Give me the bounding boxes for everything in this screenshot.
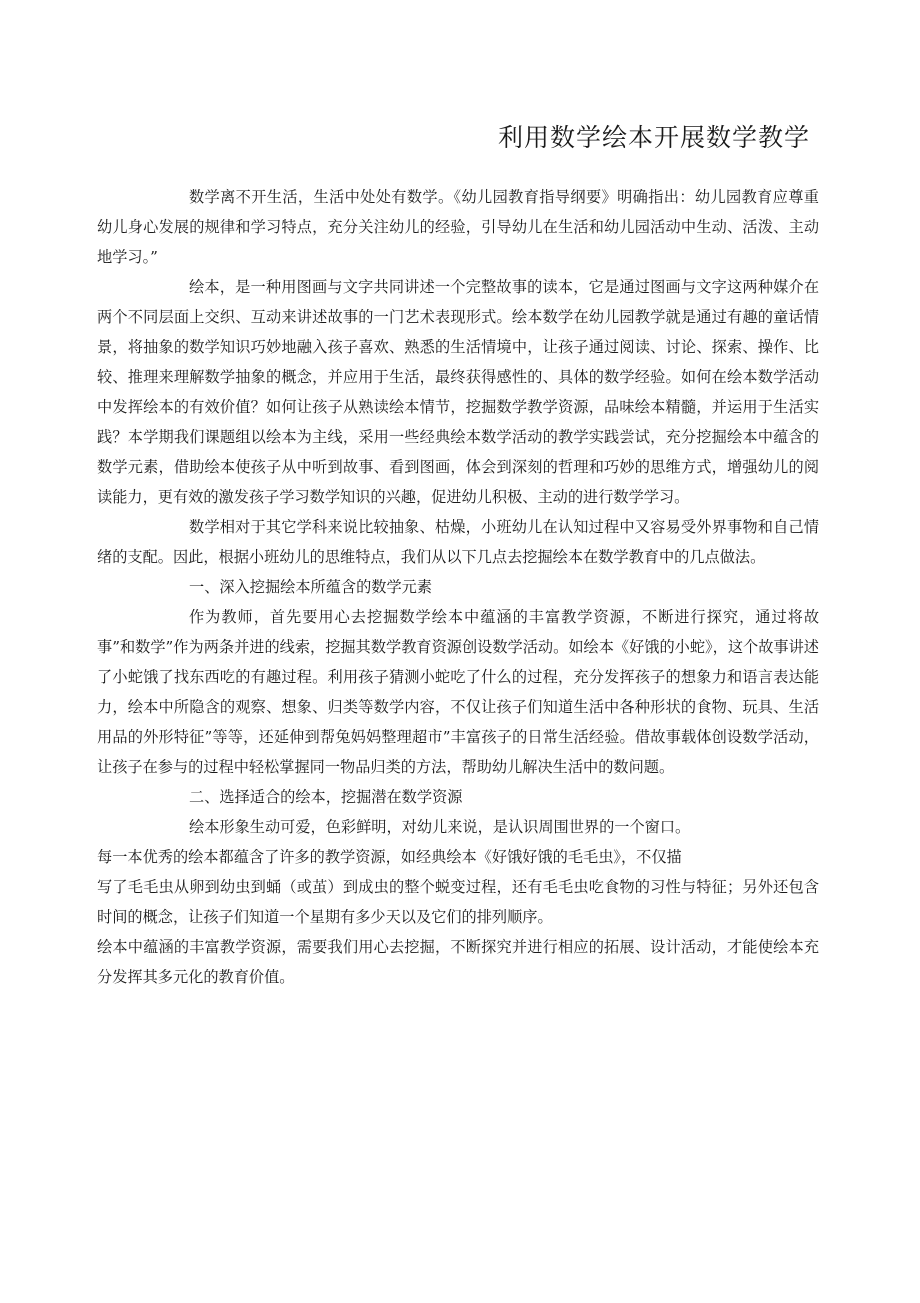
paragraph: 作为教师，首先要用心去挖掘数学绘本中蕴涵的丰富教学资源，不断进行探究，通过将故事”和数学”作为两条并进的线索，挖掘其数学教育资源创设数学活动。如绘本《好饿的小蛇》，这个故事讲述了小蛇饿了找东西吃的有趣过程。利用孩子猜测小蛇吃了什么的过程，充分发挥孩子的想象力和语言表达能力，绘本中所隐含的观察、想象、归类等数学内容，不仅让孩子们知道生活中各种形状的食物、玩具、生活用品的外形特征”等等，还延伸到帮兔妈妈整理超市”丰富孩子的日常生活经验。借故事载体创设数学活动，让孩子在参与的过程中轻松掌握同一物品归类的方法，帮助幼儿解决生活中的数问题。 xyxy=(97,608,819,776)
paragraph: 绘本形象生动可爱，色彩鲜明，对幼儿来说，是认识周围世界的一个窗口。 xyxy=(189,818,691,836)
paragraph: 绘本，是一种用图画与文字共同讲述一个完整故事的读本，它是通过图画与文字这两种媒介在两个不同层面上交织、互动来讲述故事的一门艺术表现形式。绘本数学在幼儿园教学就是通过有趣的童话情景，将抽象的数学知识巧妙地融入孩子喜欢、熟悉的生活情境中，让孩子通过阅读、讨论、探索、操作、比较、推理来理解数学抽象的概念，并应用于生活，最终获得感性的、具体的数学经验。如何在绘本数学活动中发挥绘本的有效价值？如何让孩子从熟读绘本情节，挖掘数学教学资源，品味绘本精髓，并运用于生活实践？本学期我们课题组以绘本为主线，采用一些经典绘本数学活动的教学实践尝试，充分挖掘绘本中蕴含的数学元素，借助绘本使孩子从中听到故事、看到图画，体会到深刻的哲理和巧妙的思维方式，增强幼儿的阅读能力，更有效的激发孩子学习数学知识的兴趣，促进幼儿积极、主动的进行数学学习。 xyxy=(97,278,819,506)
section-heading: 一、深入挖掘绘本所蕴含的数学元素 xyxy=(189,578,432,596)
document-body xyxy=(97,182,819,992)
page-title: 利用数学绘本开展数学教学 xyxy=(497,123,810,152)
paragraph: 数学离不开生活，生活中处处有数学。《幼儿园教育指导纲要》明确指出：幼儿园教育应尊重幼儿身心发展的规律和学习特点，充分关注幼儿的经验，引导幼儿在生活和幼儿园活动中生动、活泼、主动地学习。” xyxy=(97,188,819,266)
paragraph: 每一本优秀的绘本都蕴含了许多的教学资源，如经典绘本《好饿好饿的毛毛虫》，不仅描 xyxy=(97,848,682,866)
paragraph: 写了毛毛虫从卵到幼虫到蛹（或茧）到成虫的整个蜕变过程，还有毛毛虫吃食物的习性与特征；另外还包含时间的概念，让孩子们知道一个星期有多少天以及它们的排列顺序。 xyxy=(97,878,819,926)
paragraph: 数学相对于其它学科来说比较抽象、枯燥，小班幼儿在认知过程中又容易受外界事物和自己情绪的支配。因此，根据小班幼儿的思维特点，我们从以下几点去挖掘绘本在数学教育中的几点做法。 xyxy=(97,518,819,566)
paragraph: 绘本中蕴涵的丰富教学资源，需要我们用心去挖掘，不断探究并进行相应的拓展、设计活动，才能使绘本充分发挥其多元化的教育价值。 xyxy=(97,938,819,986)
section-heading: 二、选择适合的绘本，挖掘潜在数学资源 xyxy=(189,788,463,806)
